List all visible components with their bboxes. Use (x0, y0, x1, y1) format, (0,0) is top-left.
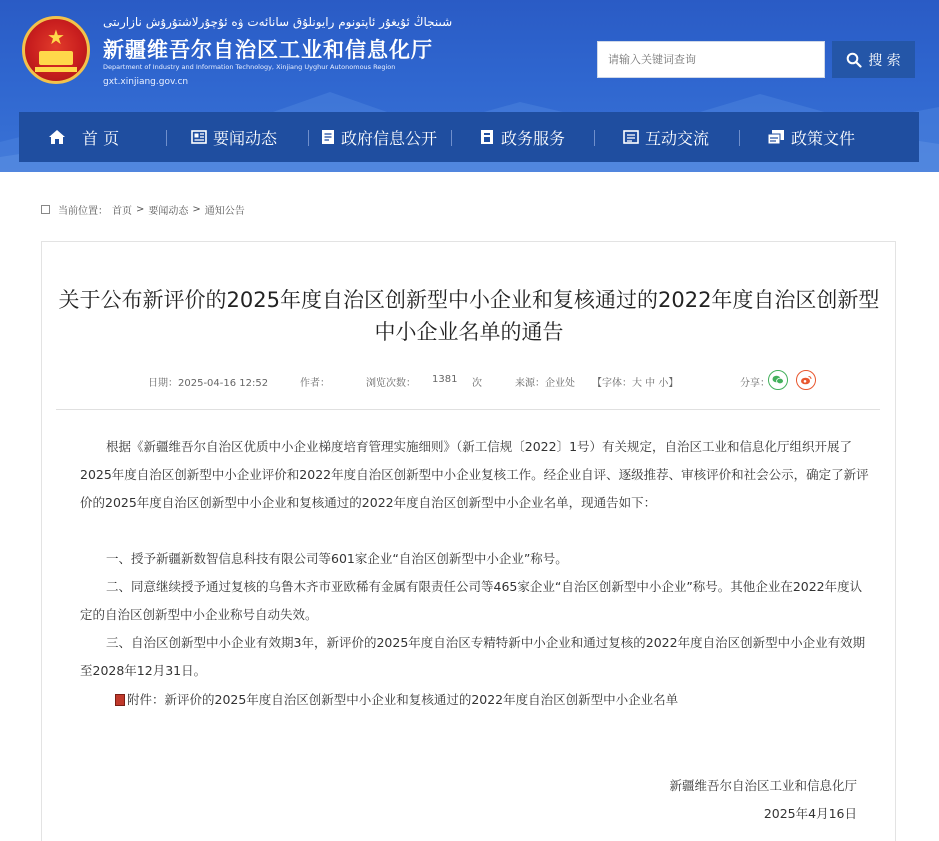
article-title: 关于公布新评价的2025年度自治区创新型中小企业和复核通过的2022年度自治区创新型中小企业名单的通告 (58, 288, 880, 344)
weibo-share-icon[interactable] (796, 370, 816, 390)
main-nav (19, 112, 919, 162)
signature-date: 2025年4月16日 (763, 806, 857, 821)
location-icon (41, 205, 50, 214)
breadcrumb-home[interactable]: 首页 (112, 206, 132, 217)
nav-label: 要闻动态 (213, 128, 278, 148)
article-paragraph: 三、自治区创新型中小企业有效期3年，新评价的2025年度自治区专精特新中小企业和通过复核的2022年度自治区创新型中小企业有效期至2028年12月31日。 (80, 635, 866, 678)
nav-item-policy[interactable] (767, 112, 855, 162)
nav-label: 首 页 (82, 128, 120, 148)
attachment-link[interactable] (115, 686, 678, 714)
nav-item-gov-info[interactable] (321, 112, 437, 162)
weibo-icon (800, 375, 812, 385)
service-icon (479, 129, 495, 145)
nav-item-news[interactable] (191, 112, 277, 162)
nav-label: 互动交流 (645, 128, 710, 148)
meta-author: 作者： (300, 378, 330, 389)
article-paragraph: 二、同意继续授予通过复核的乌鲁木齐市亚欧稀有金属有限责任公司等465家企业“自治区创新型中小企业”称号。其他企业在2022年度认定的自治区创新型中小企业称号自动失效。 (80, 579, 863, 622)
site-title-english: Department of Industry and Information Technology, Xinjiang Uyghur Autonomous Region (103, 63, 396, 71)
meta-source: 来源：企业处 (515, 378, 575, 389)
breadcrumb-separator: > (136, 204, 145, 215)
search-button[interactable] (832, 41, 915, 78)
gate-shape (39, 51, 73, 65)
nav-divider (739, 130, 740, 146)
divider (56, 409, 880, 410)
breadcrumb-prefix: 当前位置： (58, 206, 108, 217)
article-paragraph: 根据《新疆维吾尔自治区优质中小企业梯度培育管理实施细则》（新工信规〔2022〕1号）有关规定，自治区工业和信息化厅组织开展了2025年度自治区创新型中小企业评价和2022年度自治区创新型中小企业复核工作。经企业自评、逐级推荐、审核评价和社会公示，确定了新评价的2025年度自治区创新型中小企业和复核通过的2022年度自治区创新型中小企业名单，现通告如下： (80, 439, 869, 510)
nav-item-interaction[interactable] (623, 112, 709, 162)
share-label: 分享： (740, 378, 770, 389)
star-icon: ★ (47, 25, 65, 49)
site-url: gxt.xinjiang.gov.cn (103, 77, 189, 87)
news-icon (191, 129, 207, 145)
wechat-share-icon[interactable] (768, 370, 788, 390)
chat-icon (623, 129, 639, 145)
search-icon (846, 52, 862, 68)
site-title[interactable]: 新疆维吾尔自治区工业和信息化厅 (103, 38, 433, 62)
breadcrumb-news[interactable]: 要闻动态 (148, 206, 189, 217)
site-title-uyghur: شىنجاڭ ئۇيغۇر ئاپتونوم رايونلۇق سانائەت ۋە ئۇچۇرلاشتۇرۇش نازارىتى (103, 15, 453, 29)
nav-item-home[interactable] (48, 112, 119, 162)
search-input[interactable] (598, 42, 818, 77)
attachment-label: 附件：新评价的2025年度自治区创新型中小企业和复核通过的2022年度自治区创新型中小企业名单 (127, 692, 679, 707)
breadcrumb (41, 202, 245, 217)
nav-label: 政府信息公开 (341, 128, 438, 148)
nav-label: 政务服务 (501, 128, 566, 148)
meta-views-count: 1381 (432, 374, 458, 385)
nav-label: 政策文件 (791, 128, 856, 148)
nav-divider (308, 130, 309, 146)
wechat-icon (772, 375, 784, 385)
nav-divider (451, 130, 452, 146)
emblem-base (35, 67, 77, 72)
site-header (0, 0, 939, 172)
search-button-label: 搜 索 (868, 52, 901, 69)
home-icon (48, 129, 66, 145)
search-box (597, 41, 825, 78)
pdf-file-icon (115, 694, 125, 706)
meta-date: 日期：2025-04-16 12:52 (148, 378, 269, 389)
nav-divider (594, 130, 595, 146)
document-icon (321, 129, 335, 145)
nav-divider (166, 130, 167, 146)
font-size-control[interactable]: 【字体：大 中 小】 (592, 378, 679, 389)
files-icon (767, 129, 785, 145)
breadcrumb-notices[interactable]: 通知公告 (204, 206, 245, 217)
meta-views-unit: 次 (472, 378, 482, 389)
nav-item-services[interactable] (479, 112, 565, 162)
article-paragraph: 一、授予新疆新数智信息科技有限公司等601家企业“自治区创新型中小企业”称号。 (106, 551, 568, 566)
meta-views-label: 浏览次数： (366, 378, 416, 389)
signature-organization: 新疆维吾尔自治区工业和信息化厅 (669, 778, 857, 793)
breadcrumb-separator: > (192, 204, 201, 215)
national-emblem-logo[interactable] (22, 16, 90, 84)
